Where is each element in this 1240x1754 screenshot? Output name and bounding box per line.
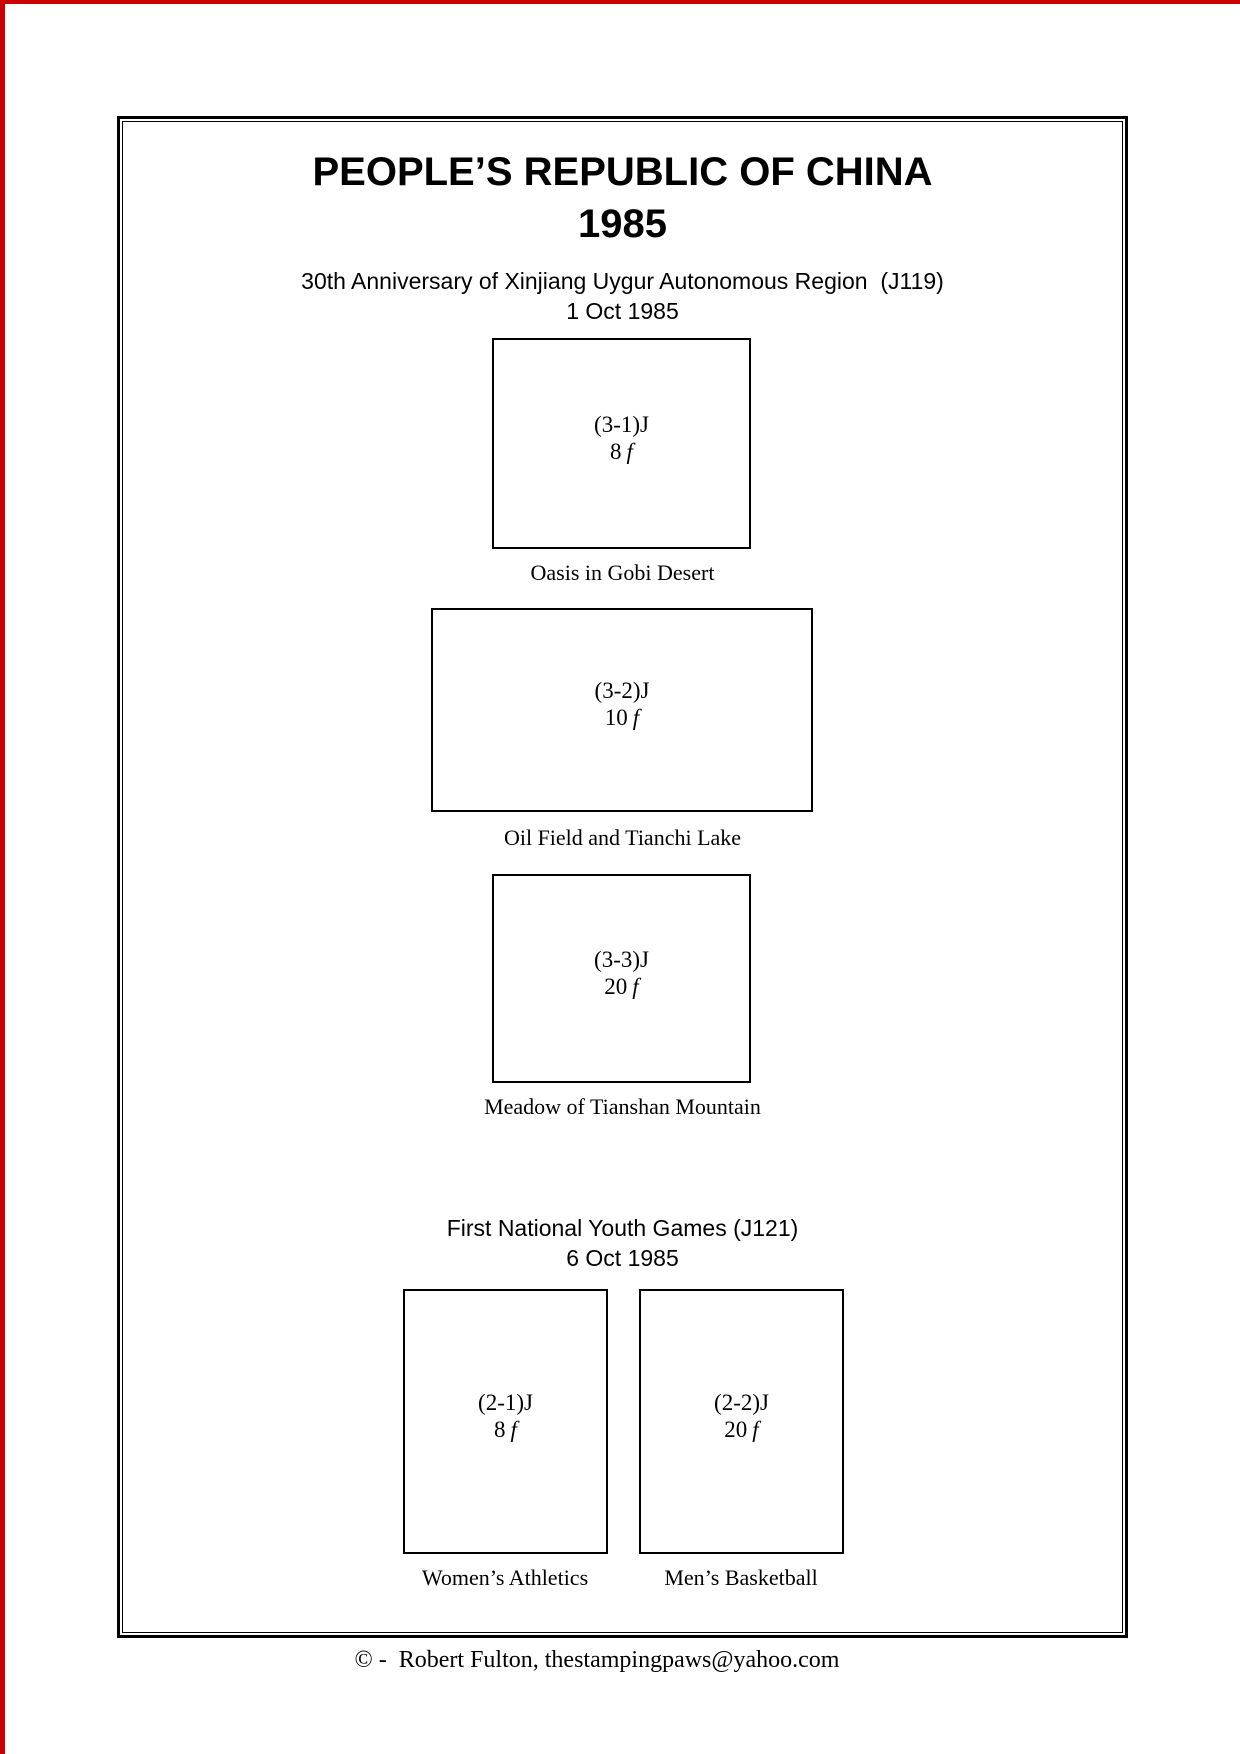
stamp-box-3-1 <box>492 338 751 549</box>
page-title-block <box>117 146 1128 250</box>
stamp-caption: Meadow of Tianshan Mountain <box>484 1094 761 1119</box>
stamp-catalog-number: (3-3)J <box>594 946 649 972</box>
stamp-denomination: 8 f <box>610 438 633 464</box>
page-year: 1985 <box>578 202 667 246</box>
stamp-catalog-number: (2-2)J <box>714 1389 769 1415</box>
stamp-label <box>594 411 649 465</box>
stamp-box-2-1 <box>403 1289 608 1554</box>
denomination-unit: f <box>632 973 639 999</box>
section-2-heading: First National Youth Games (J121) <box>446 1215 799 1241</box>
section-1-heading-block <box>117 266 1128 326</box>
copyright-footer: © - Robert Fulton, thestampingpaws@yahoo.com <box>354 1647 840 1673</box>
section-2-heading-block <box>117 1213 1128 1273</box>
section-2-date: 6 Oct 1985 <box>566 1245 679 1271</box>
stamp-label <box>594 946 649 1000</box>
denomination-unit: f <box>632 705 640 730</box>
stamp-denomination: 20 f <box>604 973 639 999</box>
stamp-denomination: 10 f <box>604 705 640 730</box>
stamp-box-3-3 <box>492 874 751 1083</box>
stamp-box-2-2 <box>639 1289 844 1554</box>
stamp-label <box>714 1389 769 1443</box>
section-1-date: 1 Oct 1985 <box>566 298 679 324</box>
stamp-catalog-number: (3-1)J <box>594 411 649 437</box>
stamp-catalog-number: (3-2)J <box>594 678 650 703</box>
page-title: PEOPLE’S REPUBLIC OF CHINA <box>312 150 933 194</box>
top-edge-stripe <box>0 0 1240 4</box>
denomination-unit: f <box>752 1416 759 1442</box>
stamp-caption: Oasis in Gobi Desert <box>530 560 715 585</box>
stamp-catalog-number: (2-1)J <box>478 1389 533 1415</box>
stamp-caption: Women’s Athletics <box>421 1565 589 1590</box>
stamp-denomination: 20 f <box>724 1416 759 1442</box>
denomination-unit: f <box>510 1416 517 1442</box>
stamp-box-3-2 <box>431 608 813 812</box>
denomination-unit: f <box>626 438 633 464</box>
section-1-heading: 30th Anniversary of Xinjiang Uygur Autonomous Region (J119) <box>301 268 944 294</box>
stamp-denomination: 8 f <box>494 1416 517 1442</box>
left-edge-stripe <box>0 0 5 1754</box>
stamp-label <box>595 677 650 731</box>
stamp-label <box>478 1389 533 1443</box>
stamp-caption: Men’s Basketball <box>664 1565 818 1590</box>
stamp-caption: Oil Field and Tianchi Lake <box>503 825 742 850</box>
